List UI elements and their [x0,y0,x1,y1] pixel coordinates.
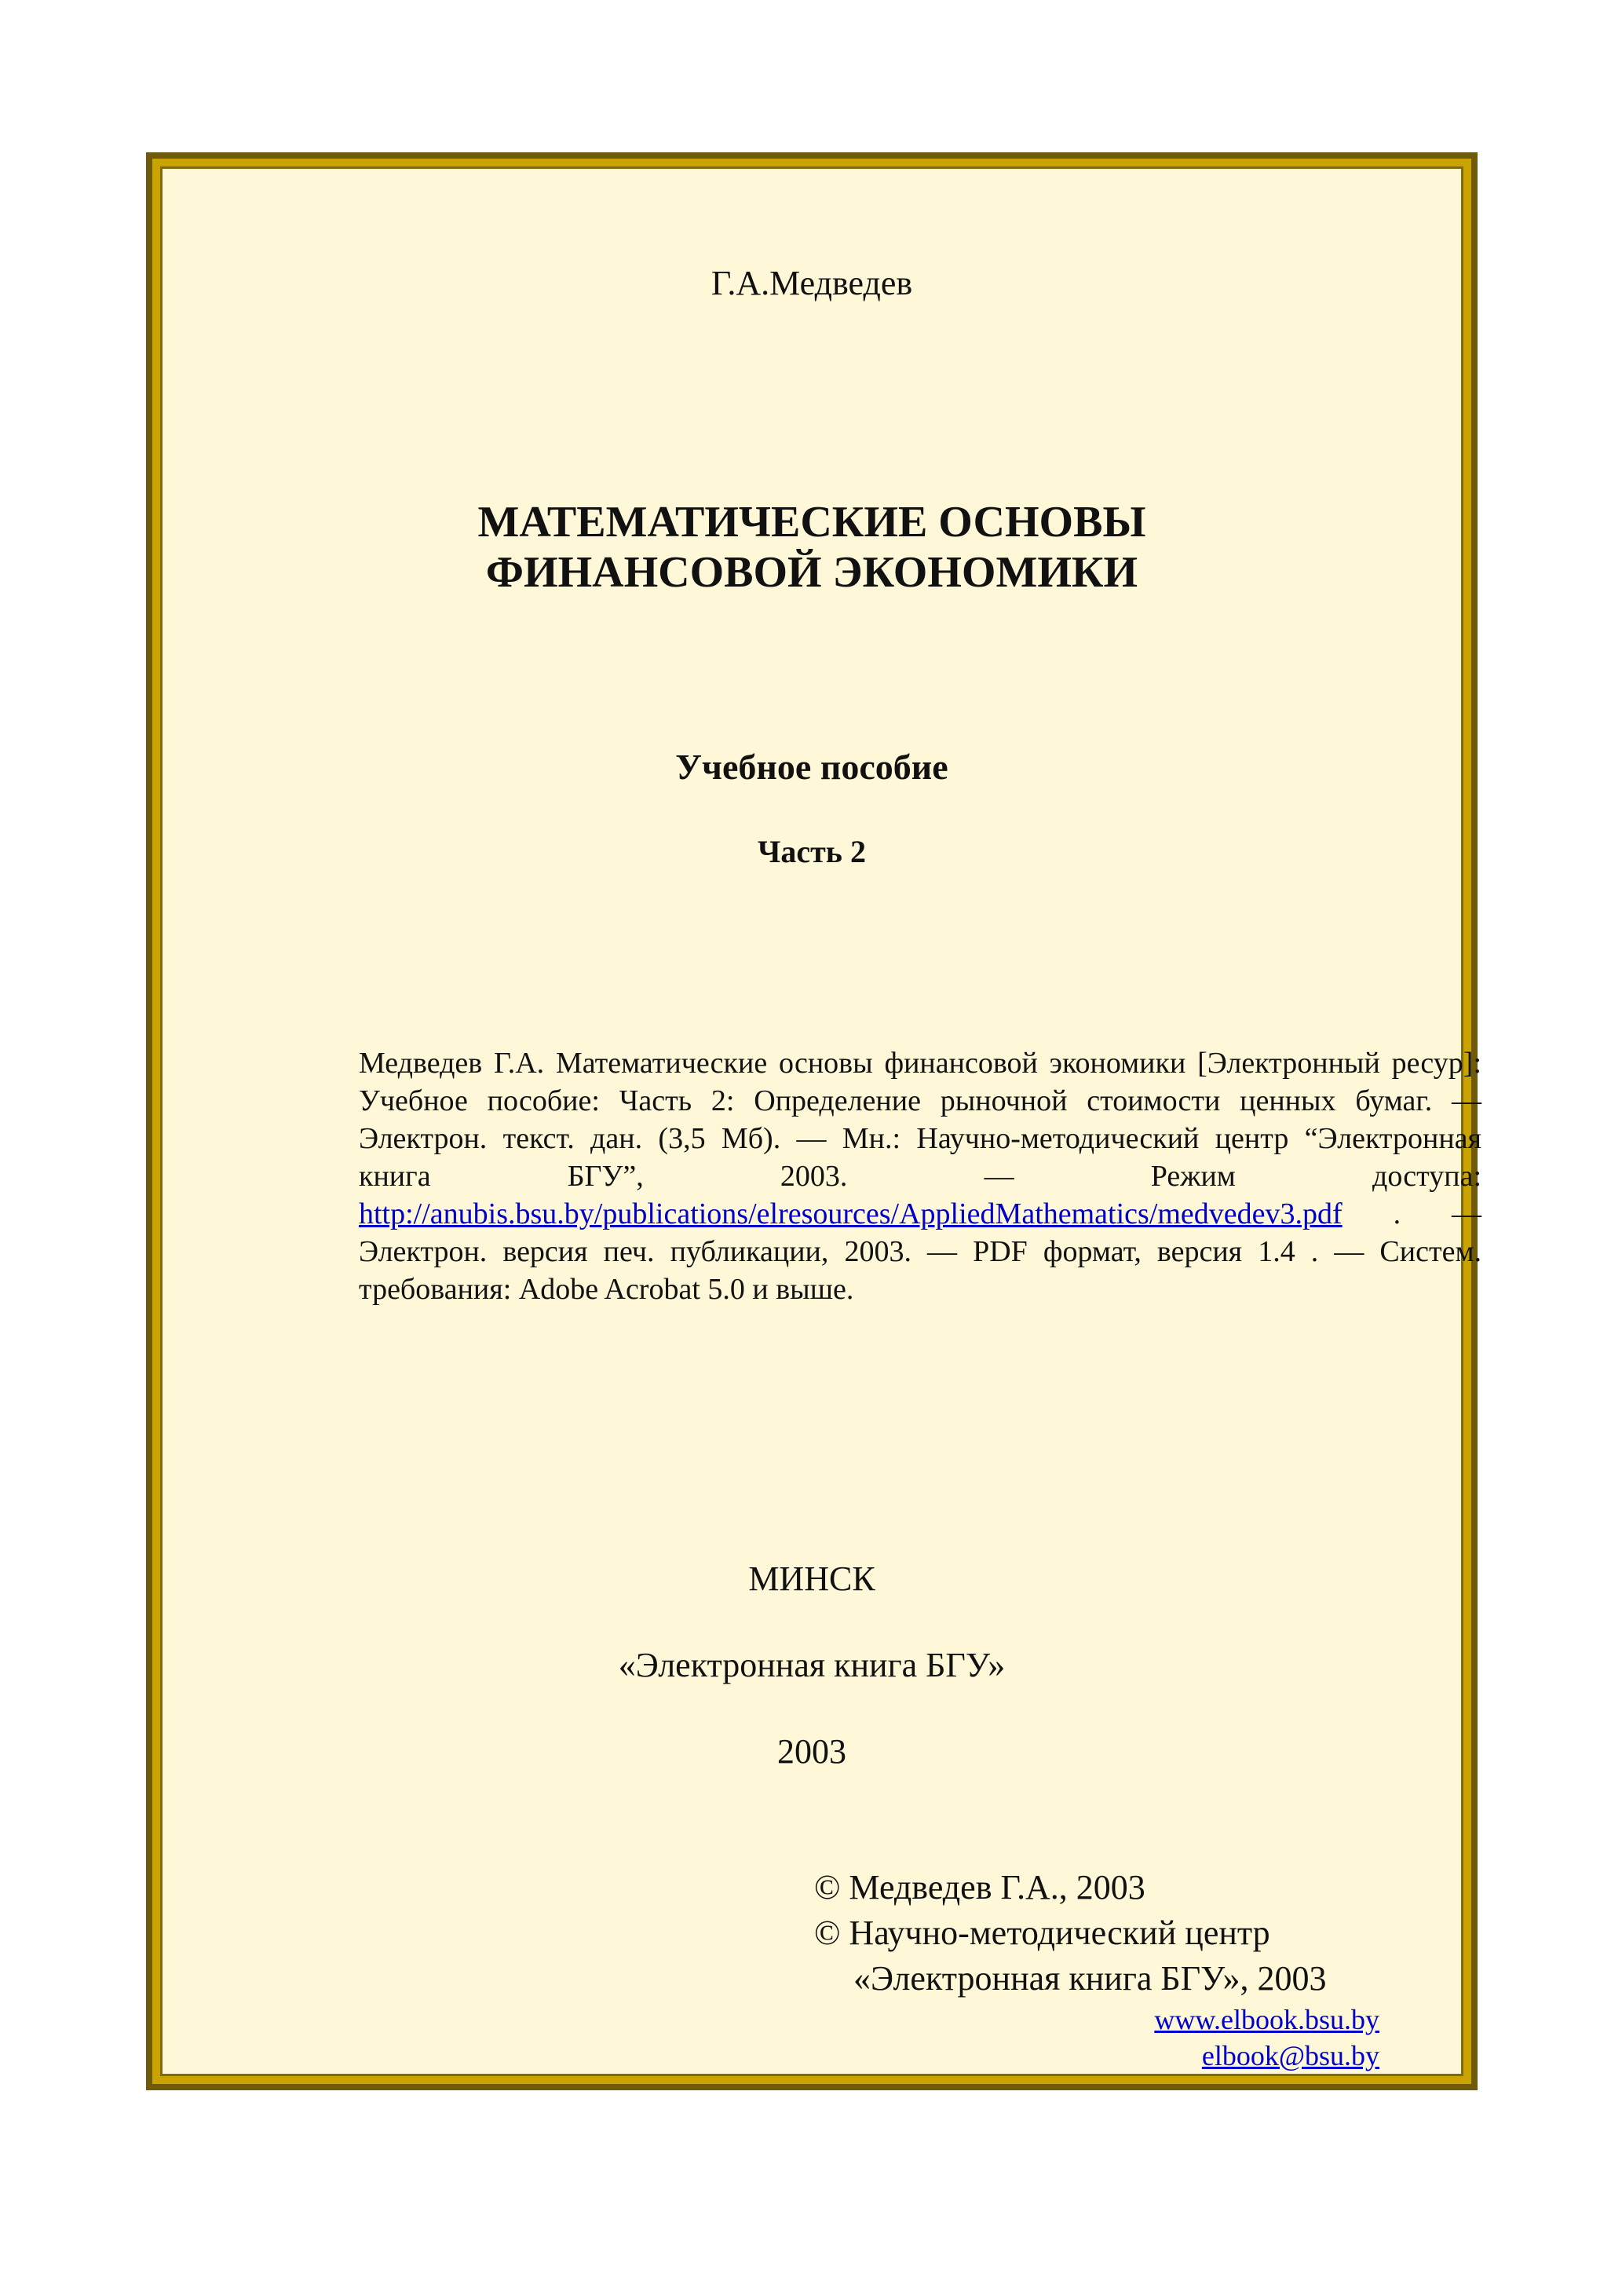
email-link[interactable]: elbook@bsu.by [1201,2040,1379,2071]
copyright-center: © Научно-методический центр [814,1914,1270,1952]
book-title-line-1: МАТЕМАТИЧЕСКИЕ ОСНОВЫ [477,498,1146,547]
publisher-name: «Электронная книга БГУ» [618,1646,1006,1684]
document-url-link[interactable]: http://anubis.bsu.by/publications/elresources/AppliedMathematics/medvedev3.pdf [359,1197,1343,1230]
author-name: Г.А.Медведев [711,264,913,302]
book-part: Часть 2 [758,834,866,869]
copyright-author: © Медведев Г.А., 2003 [814,1868,1145,1907]
bibliographic-text-end: . — Электрон. версия печ. публикации, 2003. — PDF формат, версия 1.4 . — Систем. требования: Adobe Acrobat 5.0 и выше. [359,1197,1481,1306]
book-title-line-2: ФИНАНСОВОЙ ЭКОНОМИКИ [485,548,1138,597]
contact-links [1154,2002,1379,2074]
book-title [163,497,1461,598]
bibliographic-text-start: Медведев Г.А. Математические основы финансовой экономики [Электронный ресур]: Учебное пособие: Часть 2: Определение рыночной стоимости ценных бумаг. — Электрон. текст. дан. (3,5 Мб). — Мн.: Научно-методический центр “Электронная книга БГУ”, 2003. — Режим доступа: [359,1047,1481,1193]
page-border [146,152,1481,2090]
bibliographic-description [359,1044,1481,1308]
website-link[interactable]: www.elbook.bsu.by [1154,2004,1379,2035]
publication-year: 2003 [777,1732,846,1771]
book-subtitle: Учебное пособие [675,747,948,787]
page-content [160,166,1481,2076]
copyright-center-name: «Электронная книга БГУ», 2003 [853,1959,1327,1998]
copyright-block [814,1865,1327,2002]
publication-city: МИНСК [748,1559,875,1598]
